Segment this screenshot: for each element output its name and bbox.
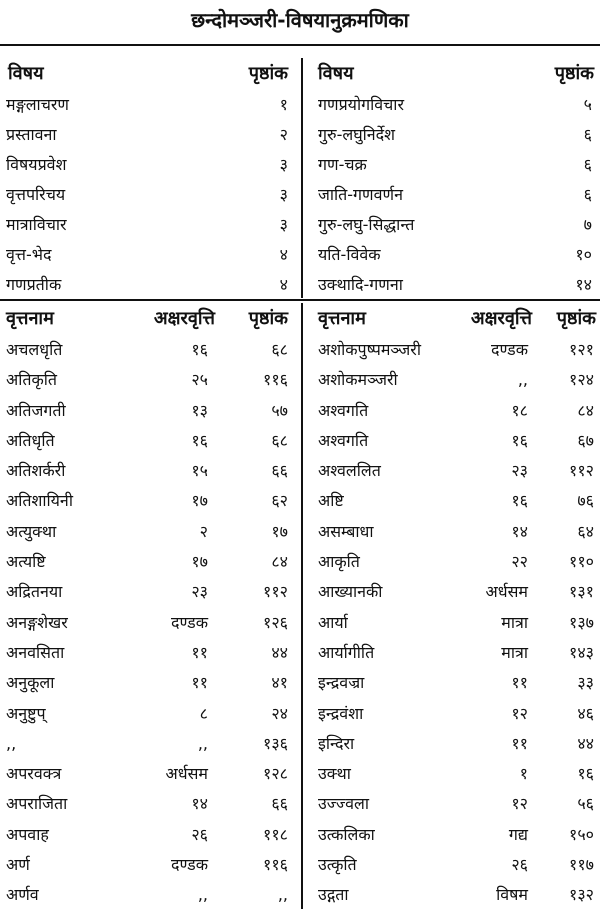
meter-syllables: २५ <box>191 370 208 390</box>
meter-page: ११८ <box>263 824 288 844</box>
meter-row <box>0 576 600 606</box>
meter-syllables: ,, <box>197 733 208 753</box>
meter-name: अशोकपुष्पमञ्जरी <box>318 340 421 359</box>
meter-row <box>0 516 600 546</box>
meter-page: १४३ <box>569 642 594 662</box>
toc-entry-name: मात्राविचार <box>6 215 67 234</box>
meter-syllables: दण्डक <box>171 612 208 632</box>
meter-name: अतिकृति <box>6 370 58 390</box>
meter-name: अतिशायिनी <box>6 491 73 511</box>
meter-syllables: १३ <box>191 400 208 420</box>
meter-syllables: अर्धसम <box>485 582 528 602</box>
toc-section <box>0 58 600 299</box>
meter-syllables: ,, <box>517 370 528 390</box>
meter-syllables: १२ <box>511 794 528 814</box>
meter-row <box>0 425 600 455</box>
toc-entry-name: गुरु-लघु-सिद्धान्त <box>318 215 415 234</box>
meter-header-row <box>0 303 600 334</box>
meter-page: ४४ <box>271 642 288 662</box>
toc-entry-page: ४ <box>279 275 288 294</box>
meter-syllables: २ <box>199 521 208 541</box>
toc-entry-page: ३ <box>279 185 288 204</box>
toc-entry-page: ३ <box>279 155 288 174</box>
meter-name: असम्बाधा <box>318 521 374 541</box>
toc-entry-page: २ <box>279 125 288 144</box>
meter-syllables: मात्रा <box>501 612 528 632</box>
meter-name: अनुकूला <box>6 673 55 693</box>
meter-name: अत्युक्था <box>6 521 57 541</box>
meter-syllables: मात्रा <box>501 642 528 662</box>
meter-syllables: ८ <box>199 703 208 723</box>
meter-page: ५६ <box>577 794 594 814</box>
meter-row <box>0 637 600 667</box>
meter-name: उद्गता <box>318 885 349 905</box>
meter-page: १२१ <box>569 340 594 359</box>
meter-name: अर्ण <box>6 855 30 875</box>
meter-name: अनुष्टुप् <box>6 703 46 723</box>
meter-name: अश्वगति <box>318 400 369 420</box>
meter-header-page-left: पृष्ठांक <box>248 308 288 329</box>
meter-syllables: १६ <box>511 491 528 511</box>
meter-page: ६२ <box>271 491 288 511</box>
toc-row <box>0 269 600 299</box>
meter-name: ,, <box>6 733 17 753</box>
meter-row <box>0 607 600 637</box>
meter-page: १३१ <box>569 582 594 602</box>
meter-syllables: १७ <box>191 491 208 511</box>
meter-syllables: २३ <box>191 582 208 602</box>
meter-row <box>0 546 600 576</box>
meter-page: ११६ <box>263 855 288 875</box>
meter-page: ११२ <box>569 461 594 481</box>
meter-syllables: ११ <box>511 733 528 753</box>
meter-name: अतिधृति <box>6 430 55 450</box>
meter-name: उक्था <box>318 764 351 784</box>
toc-row <box>0 239 600 269</box>
meter-page: ११७ <box>569 855 594 875</box>
toc-entry-page: १४ <box>575 275 592 294</box>
toc-entry-page: ६ <box>583 185 592 204</box>
meter-header-page-right: पृष्ठांक <box>556 308 596 329</box>
meter-name: अनङ्गशेखर <box>6 612 68 632</box>
meter-page: ६८ <box>271 340 288 359</box>
toc-row <box>0 209 600 239</box>
meter-page: १३२ <box>569 885 594 905</box>
meter-page: १७ <box>271 521 288 541</box>
toc-header-page-left: पृष्ठांक <box>248 63 288 84</box>
toc-entry-page: ३ <box>279 215 288 234</box>
meter-syllables: १७ <box>191 552 208 572</box>
meter-syllables: १५ <box>191 461 208 481</box>
meter-page: ११२ <box>263 582 288 602</box>
meter-page: ६७ <box>577 430 594 450</box>
toc-entry-name: गणप्रतीक <box>6 275 62 294</box>
meter-header-name-right: वृत्तनाम <box>318 308 366 329</box>
meter-row <box>0 364 600 394</box>
meter-name: अपराजिता <box>6 794 68 814</box>
meter-name: उत्कृति <box>318 855 357 875</box>
meter-syllables: १८ <box>511 400 528 420</box>
toc-entry-name: उक्थादि-गणना <box>318 275 403 294</box>
meter-syllables: दण्डक <box>171 855 208 875</box>
meter-name: इन्दिरा <box>318 733 355 753</box>
meter-name: आकृति <box>318 552 360 572</box>
toc-row <box>0 119 600 149</box>
meter-name: आर्यागीति <box>318 642 375 662</box>
meter-syllables: दण्डक <box>491 340 528 359</box>
meter-row <box>0 879 600 909</box>
meter-page: ६६ <box>271 461 288 481</box>
meter-name: अनवसिता <box>6 642 65 662</box>
page-title: छन्दोमञ्जरी-विषयानुक्रमणिका <box>191 8 409 32</box>
meter-syllables: ११ <box>191 673 208 693</box>
meter-syllables: १६ <box>511 430 528 450</box>
meter-page: ८४ <box>577 400 594 420</box>
meter-name: अतिजगती <box>6 400 66 420</box>
meter-page: १३७ <box>569 612 594 632</box>
meter-page: ६४ <box>577 521 594 541</box>
meter-header-syll-left: अक्षरवृत्ति <box>153 308 215 329</box>
meter-syllables: विषम <box>496 885 528 905</box>
meter-syllables: गद्य <box>508 824 528 844</box>
meter-syllables: १४ <box>191 794 208 814</box>
meter-page: १२६ <box>263 612 288 632</box>
toc-entry-name: प्रस्तावना <box>6 125 57 144</box>
meter-page: ११० <box>569 552 594 572</box>
meter-name: उत्कलिका <box>318 824 375 844</box>
meter-page: ११६ <box>263 370 288 390</box>
meter-page: ८४ <box>271 552 288 572</box>
toc-entry-name: गण-चक्र <box>318 155 367 174</box>
toc-entry-name: वृत्त-भेद <box>6 245 52 264</box>
toc-entry-name: विषयप्रवेश <box>6 155 67 174</box>
meter-name: अशोकमञ्जरी <box>318 370 398 390</box>
meter-name: अत्यष्टि <box>6 552 46 572</box>
meter-syllables: २३ <box>511 461 528 481</box>
meter-page: २४ <box>271 703 288 723</box>
meter-page: १३६ <box>263 733 288 753</box>
meter-page: १६ <box>577 764 594 784</box>
meter-syllables: ११ <box>511 673 528 693</box>
title-rule <box>0 44 600 46</box>
meter-page: १२८ <box>263 764 288 784</box>
meter-syllables: अर्धसम <box>165 764 208 784</box>
meter-row <box>0 485 600 515</box>
meter-syllables: १ <box>519 764 528 784</box>
meter-row <box>0 758 600 788</box>
meter-page: ३३ <box>577 673 594 693</box>
toc-header-subject-left: विषय <box>8 63 44 84</box>
meter-page: ,, <box>277 885 288 905</box>
meter-name: इन्द्रवज्रा <box>318 673 365 693</box>
meter-row <box>0 849 600 879</box>
meter-syllables: २६ <box>511 855 528 875</box>
section-rule <box>0 299 600 301</box>
toc-entry-page: ६ <box>583 155 592 174</box>
toc-row <box>0 89 600 119</box>
toc-header-page-right: पृष्ठांक <box>554 63 594 84</box>
meter-name: उज्ज्वला <box>318 794 369 814</box>
meter-name: अद्रितनया <box>6 582 63 602</box>
toc-entry-name: मङ्गलाचरण <box>6 95 69 114</box>
meter-syllables: २२ <box>511 552 528 572</box>
meter-page: १२४ <box>569 370 594 390</box>
toc-entry-page: १ <box>279 95 288 114</box>
meter-syllables: २६ <box>191 824 208 844</box>
toc-row <box>0 179 600 209</box>
meter-name: अश्वगति <box>318 430 369 450</box>
meter-page: १५० <box>569 824 594 844</box>
toc-entry-name: गुरु-लघुनिर्देश <box>318 125 396 144</box>
toc-entry-page: ६ <box>583 125 592 144</box>
meter-row <box>0 395 600 425</box>
meter-name: अष्टि <box>318 491 344 511</box>
meter-syllables: १४ <box>511 521 528 541</box>
meter-page: ६६ <box>271 794 288 814</box>
toc-entry-page: १० <box>575 245 592 264</box>
meter-name: अर्णव <box>6 885 39 905</box>
meter-page: ४१ <box>271 673 288 693</box>
meter-name: अपरवक्त्र <box>6 764 62 784</box>
toc-entry-name: यति-विवेक <box>318 245 381 264</box>
meter-name: अचलधृति <box>6 340 63 359</box>
toc-entry-page: ५ <box>583 95 592 114</box>
meter-row <box>0 455 600 485</box>
toc-entry-name: वृत्तपरिचय <box>6 185 66 204</box>
meter-page: ४६ <box>577 703 594 723</box>
meter-name: अतिशर्करी <box>6 461 66 481</box>
meter-page: ४४ <box>577 733 594 753</box>
toc-entry-name: जाति-गणवर्णन <box>318 185 403 204</box>
meter-name: अपवाह <box>6 824 49 844</box>
meter-row <box>0 819 600 849</box>
meter-row <box>0 334 600 364</box>
toc-header-row <box>0 58 600 89</box>
meter-name: अश्वललित <box>318 461 381 481</box>
meter-syllables: १२ <box>511 703 528 723</box>
toc-header-subject-right: विषय <box>318 63 354 84</box>
meter-header-name-left: वृत्तनाम <box>6 308 54 329</box>
meter-syllables: १६ <box>191 340 208 359</box>
meter-page: ६८ <box>271 430 288 450</box>
toc-row <box>0 149 600 179</box>
toc-entry-name: गणप्रयोगविचार <box>318 95 405 114</box>
meter-page: ७६ <box>577 491 594 511</box>
meter-syllables: १६ <box>191 430 208 450</box>
meter-syllables: ,, <box>197 885 208 905</box>
meter-name: आख्यानकी <box>318 582 383 602</box>
meter-section <box>0 303 600 910</box>
meter-row <box>0 698 600 728</box>
toc-entry-page: ४ <box>279 245 288 264</box>
meter-header-syll-right: अक्षरवृत्ति <box>470 308 532 329</box>
toc-entry-page: ७ <box>583 215 592 234</box>
meter-name: आर्या <box>318 612 348 632</box>
meter-page: ५७ <box>271 400 288 420</box>
meter-row <box>0 667 600 697</box>
meter-name: इन्द्रवंशा <box>318 703 364 723</box>
meter-row <box>0 788 600 818</box>
meter-row <box>0 728 600 758</box>
meter-syllables: ११ <box>191 642 208 662</box>
